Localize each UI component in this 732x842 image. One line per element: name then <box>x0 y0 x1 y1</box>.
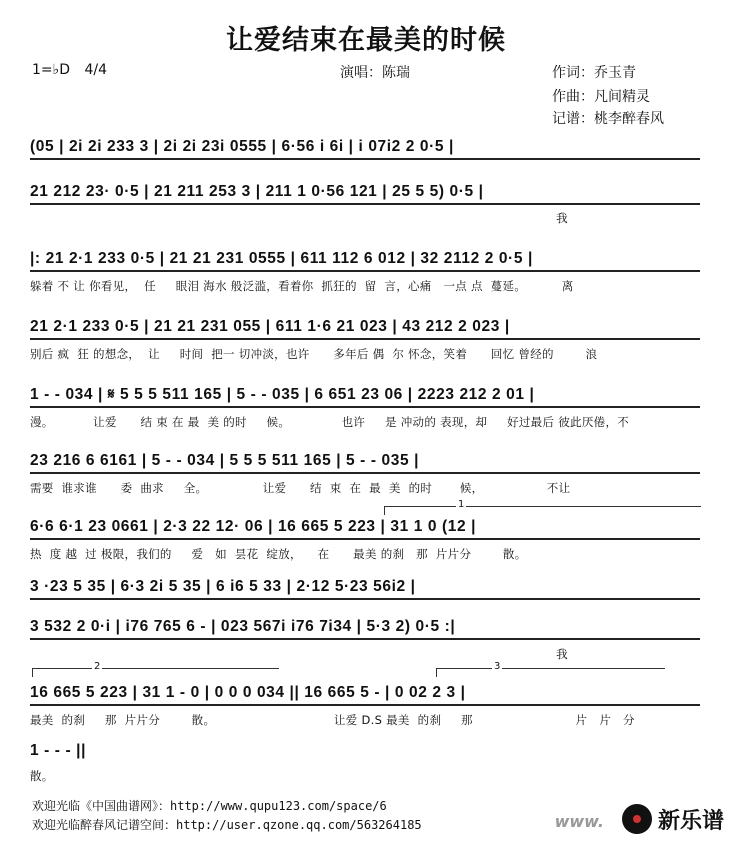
lyrics-row-2: 我 <box>30 211 568 225</box>
volta-bracket-3 <box>436 668 665 677</box>
notation-line: 16 665 5 223 | 31 1 - 0 | 0 0 0 034 || 16 665 5 - | 0 02 2 3 | <box>30 684 700 706</box>
score-row-7 <box>30 518 700 540</box>
notation-line: 3 532 2 0·i | i76 765 6 - | 023 567i i76 7i34 | 5·3 2) 0·5 :| <box>30 618 700 640</box>
notation-line: (05 | 2i 2i 233 3 | 2i 2i 23i 0555 | 6·56 i 6i | i 07i2 2 0·5 | <box>30 138 700 160</box>
lyrics-row-9: 我 <box>30 647 568 661</box>
score-row-9 <box>30 618 700 640</box>
lyricist-credit: 作词：乔玉青 <box>552 65 636 81</box>
footer-link-qzone[interactable]: 欢迎光临醉春风记谱空间：http://user.qzone.qq.com/563264185 <box>32 818 422 832</box>
time-signature: 4/4 <box>84 62 108 78</box>
notation-line: 6·6 6·1 23 0661 | 2·3 22 12· 06 | 16 665 5 223 | 31 1 0 (12 | <box>30 518 700 540</box>
notation-line: 23 216 6 6161 | 5 - - 034 | 5 5 5 511 165 | 5 - - 035 | <box>30 452 700 474</box>
transcriber-credit: 记谱：桃李醉春风 <box>552 111 664 127</box>
notation-line: 21 2·1 233 0·5 | 21 21 231 055 | 611 1·6 21 023 | 43 212 2 023 | <box>30 318 700 340</box>
volta-number-3: 3 <box>494 661 501 672</box>
lyrics-row-10: 最美 的刹 那 片片分 散。 让爱 D.S 最美 的刹 那 片 片 分 <box>30 713 635 727</box>
score-row-3 <box>30 250 700 272</box>
notation-line: 1 - - 034 | 𝄋 5 5 5 511 165 | 5 - - 035 | 6 651 23 06 | 2223 212 2 01 | <box>30 386 700 408</box>
site-logo <box>622 800 724 838</box>
composer-credit: 作曲：凡间精灵 <box>552 89 650 105</box>
volta-number-2: 2 <box>94 661 101 672</box>
lyrics-row-3: 躲着 不 让 你看见， 任 眼泪 海水 般泛滥，看着你 抓狂的 留 言，心痛 一点 点 蔓延。 离 <box>30 279 574 293</box>
lyrics-row-11: 散。 <box>30 769 54 783</box>
logo-text: 新乐谱 <box>657 808 724 834</box>
notation-line: 1 - - - || <box>30 742 87 759</box>
key-signature <box>32 62 107 78</box>
notation-line: 3 ·23 5 35 | 6·3 2i 5 35 | 6 i6 5 33 | 2·12 5·23 56i2 | <box>30 578 700 600</box>
lyrics-row-1 <box>30 162 710 178</box>
lyrics-row-4: 别后 疯 狂 的想念， 让 时间 把一 切冲淡，也许 多年后 偶 尔 怀念，笑着 回忆 曾经的 浪 <box>30 347 598 361</box>
record-disc-icon <box>622 804 652 834</box>
score-row-10 <box>30 684 700 706</box>
volta-bracket-2 <box>32 668 279 677</box>
volta-number-1: 1 <box>458 499 465 510</box>
volta-bracket-1 <box>384 506 701 515</box>
lyrics-row-5: 漫。 让爱 结 束 在 最 美 的时 候。 也许 是 冲动的 表现，却 好过最后 彼此厌倦，不 <box>30 415 630 429</box>
lyrics-row-6: 需要 谁求谁 委 曲求 全。 让爱 结 束 在 最 美 的时 候， 不让 <box>30 481 571 495</box>
score-row-4 <box>30 318 700 340</box>
score-row-11 <box>30 742 140 764</box>
watermark-text: www. <box>554 812 604 831</box>
singer-credit: 演唱：陈瑞 <box>340 65 410 81</box>
score-row-2 <box>30 183 700 205</box>
notation-line: 21 212 23· 0·5 | 21 211 253 3 | 211 1 0·56 121 | 25 5 5) 0·5 | <box>30 183 700 205</box>
key-label: 1=♭D <box>32 62 71 78</box>
score-row-8 <box>30 578 700 600</box>
score-row-1 <box>30 138 700 160</box>
score-row-5 <box>30 386 700 408</box>
score-row-6 <box>30 452 700 474</box>
song-title: 让爱结束在最美的时候 <box>226 25 506 56</box>
footer-link-qupu[interactable]: 欢迎光临《中国曲谱网》：http://www.qupu123.com/space/6 <box>32 799 387 813</box>
notation-line: |: 21 2·1 233 0·5 | 21 21 231 0555 | 611 112 6 012 | 32 2112 2 0·5 | <box>30 250 700 272</box>
lyrics-row-7: 热 度 越 过 极限，我们的 爱 如 昙花 绽放， 在 最美 的刹 那 片片分 散。 <box>30 547 527 561</box>
